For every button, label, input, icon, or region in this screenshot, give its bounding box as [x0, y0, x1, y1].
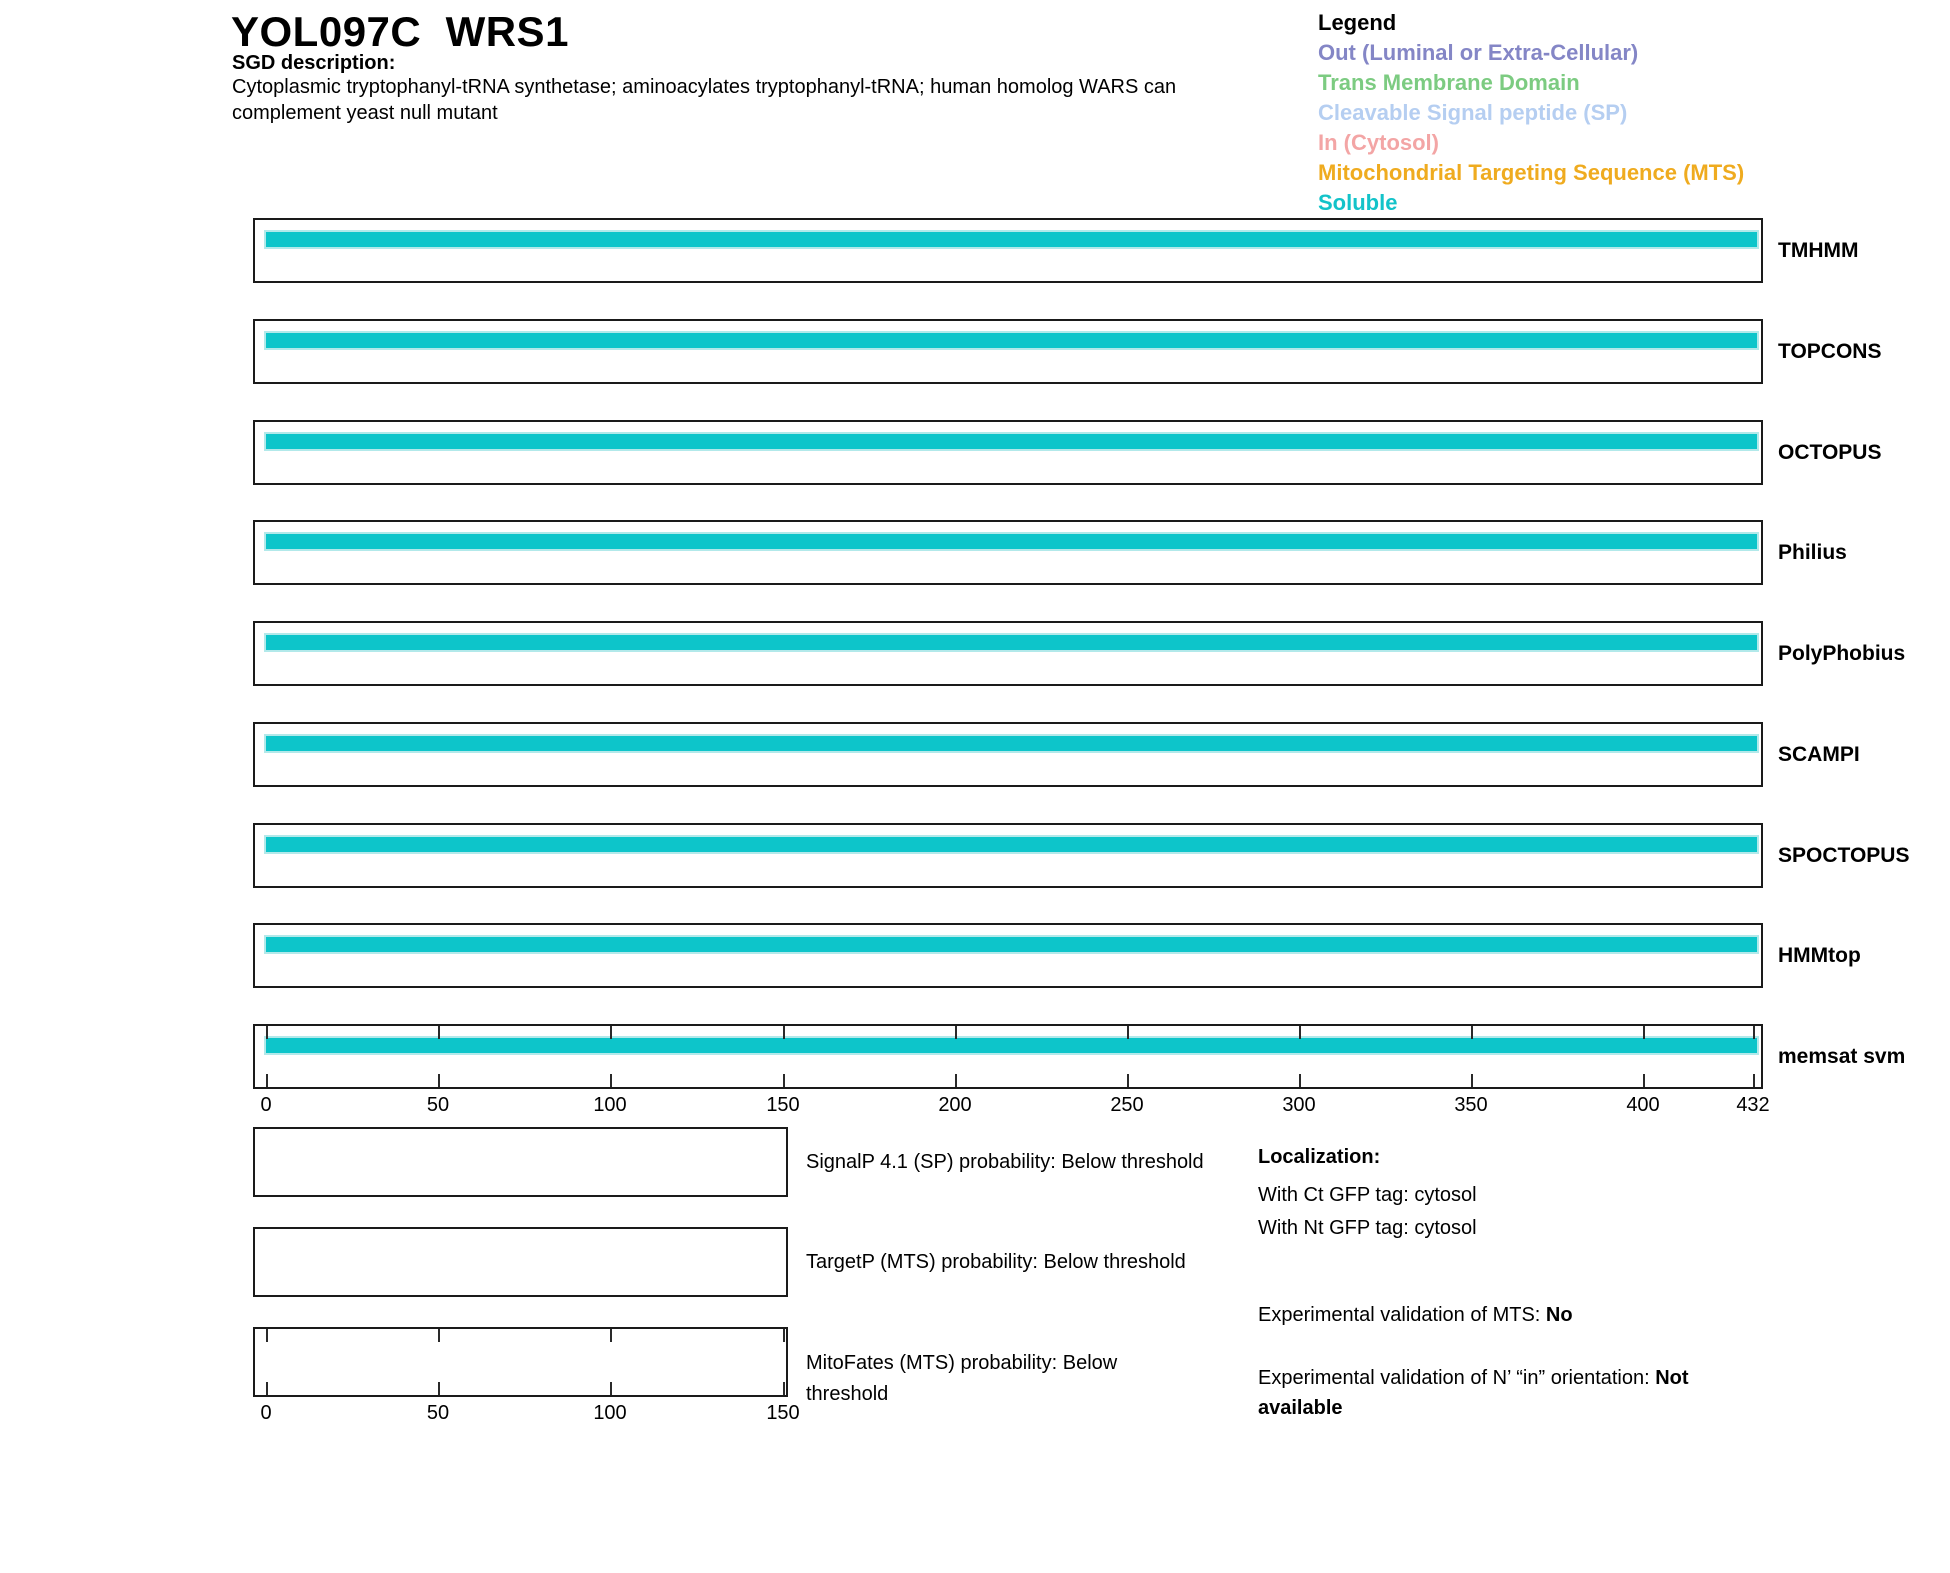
track-label-spoctopus: SPOCTOPUS: [1778, 843, 1910, 867]
axis-tick-mark: [1643, 1074, 1645, 1087]
soluble-span-bar: [264, 835, 1759, 854]
mts-validation-text: Experimental validation of MTS:: [1258, 1304, 1546, 1326]
axis-tick-mark: [1753, 1074, 1755, 1087]
axis-tick-mark: [1643, 1026, 1645, 1039]
mitofates-probability-box: [253, 1327, 788, 1397]
axis-tick-mark: [1471, 1074, 1473, 1087]
orientation-validation: [1258, 1363, 1760, 1423]
track-label-philius: Philius: [1778, 540, 1847, 564]
track-label-hmmtop: HMMtop: [1778, 943, 1861, 967]
axis-tick-label: 50: [426, 1402, 450, 1424]
track-label-octopus: OCTOPUS: [1778, 440, 1882, 464]
prediction-track-tmhmm: [253, 218, 1763, 283]
axis-tick-mark: [438, 1074, 440, 1087]
sgd-description-label: SGD description:: [232, 52, 396, 74]
axis-tick-mark: [1299, 1026, 1301, 1039]
axis-tick-label: 200: [938, 1094, 972, 1116]
axis-tick-mark: [955, 1026, 957, 1039]
axis-tick-label: 100: [593, 1402, 627, 1424]
axis-tick-mark: [438, 1382, 440, 1395]
soluble-span-bar: [264, 331, 1759, 350]
axis-tick-label: 150: [766, 1402, 800, 1424]
targetp-probability-box: [253, 1227, 788, 1297]
axis-tick-label: 250: [1110, 1094, 1144, 1116]
axis-tick-mark: [783, 1074, 785, 1087]
axis-tick-mark: [610, 1026, 612, 1039]
axis-tick-label: 432: [1736, 1094, 1770, 1116]
legend: [1318, 8, 1744, 218]
axis-tick-label: 150: [766, 1094, 800, 1116]
prediction-track-topcons: [253, 319, 1763, 384]
localization-ct-gfp: With Ct GFP tag: cytosol: [1258, 1184, 1477, 1206]
mitofates-probability-label: MitoFates (MTS) probability: Below threshold: [806, 1352, 1118, 1405]
axis-tick-mark: [783, 1026, 785, 1039]
track-label-memsat-svm: memsat svm: [1778, 1044, 1906, 1068]
axis-tick-mark: [610, 1382, 612, 1395]
axis-tick-label: 0: [260, 1094, 272, 1116]
gene-title: YOL097C WRS1: [231, 8, 569, 55]
axis-tick-label: 300: [1282, 1094, 1316, 1116]
legend-item-mts: Mitochondrial Targeting Sequence (MTS): [1318, 160, 1745, 185]
signalp-probability-label: SignalP 4.1 (SP) probability: Below threshold: [806, 1150, 1204, 1173]
prediction-track-memsat-svm: [253, 1024, 1763, 1089]
axis-tick-mark: [266, 1382, 268, 1395]
mts-validation: [1258, 1304, 1573, 1327]
axis-tick-mark: [1753, 1026, 1755, 1039]
soluble-span-bar: [264, 432, 1759, 451]
track-label-topcons: TOPCONS: [1778, 339, 1882, 363]
prediction-track-octopus: [253, 420, 1763, 485]
legend-item-soluble: Soluble: [1318, 190, 1398, 215]
axis-tick-mark: [1127, 1074, 1129, 1087]
soluble-span-bar: [264, 633, 1759, 652]
track-label-polyphobius: PolyPhobius: [1778, 641, 1906, 665]
axis-tick-mark: [610, 1074, 612, 1087]
axis-tick-mark: [955, 1074, 957, 1087]
soluble-span-bar: [264, 1036, 1759, 1055]
axis-tick-mark: [1471, 1026, 1473, 1039]
legend-item-in-cytosol: In (Cytosol): [1318, 130, 1439, 155]
soluble-span-bar: [264, 935, 1759, 954]
soluble-span-bar: [264, 532, 1759, 551]
targetp-probability-label: TargetP (MTS) probability: Below threshold: [806, 1250, 1186, 1273]
prediction-track-scampi: [253, 722, 1763, 787]
axis-tick-label: 350: [1454, 1094, 1488, 1116]
axis-tick-label: 0: [260, 1402, 272, 1424]
localization-nt-gfp: With Nt GFP tag: cytosol: [1258, 1217, 1477, 1239]
track-label-scampi: SCAMPI: [1778, 742, 1860, 766]
prediction-track-hmmtop: [253, 923, 1763, 988]
sgd-description-text: Cytoplasmic tryptophanyl-tRNA synthetase; aminoacylates tryptophanyl-tRNA; human homolog WARS can complement yeast null mutant: [232, 76, 1177, 124]
axis-tick-mark: [783, 1329, 785, 1342]
prediction-track-spoctopus: [253, 823, 1763, 888]
prediction-track-philius: [253, 520, 1763, 585]
axis-tick-mark: [610, 1329, 612, 1342]
axis-tick-label: 100: [593, 1094, 627, 1116]
signalp-probability-box: [253, 1127, 788, 1197]
axis-tick-mark: [438, 1026, 440, 1039]
axis-tick-mark: [266, 1329, 268, 1342]
axis-tick-label: 50: [426, 1094, 450, 1116]
axis-tick-label: 400: [1626, 1094, 1660, 1116]
orientation-validation-value: Not available: [1258, 1367, 1689, 1419]
soluble-span-bar: [264, 230, 1759, 249]
axis-tick-mark: [783, 1382, 785, 1395]
legend-item-out: Out (Luminal or Extra-Cellular): [1318, 40, 1639, 65]
axis-tick-mark: [1299, 1074, 1301, 1087]
legend-title: Legend: [1318, 10, 1397, 35]
soluble-span-bar: [264, 734, 1759, 753]
axis-tick-mark: [266, 1026, 268, 1039]
axis-tick-mark: [438, 1329, 440, 1342]
legend-item-transmembrane: Trans Membrane Domain: [1318, 70, 1580, 95]
orientation-validation-text: Experimental validation of N’ “in” orientation:: [1258, 1367, 1656, 1389]
axis-tick-mark: [1127, 1026, 1129, 1039]
localization-heading: Localization:: [1258, 1146, 1381, 1168]
legend-item-signal-peptide: Cleavable Signal peptide (SP): [1318, 100, 1628, 125]
mts-validation-value: No: [1545, 1304, 1573, 1326]
track-label-tmhmm: TMHMM: [1778, 238, 1859, 262]
axis-tick-mark: [266, 1074, 268, 1087]
prediction-track-polyphobius: [253, 621, 1763, 686]
